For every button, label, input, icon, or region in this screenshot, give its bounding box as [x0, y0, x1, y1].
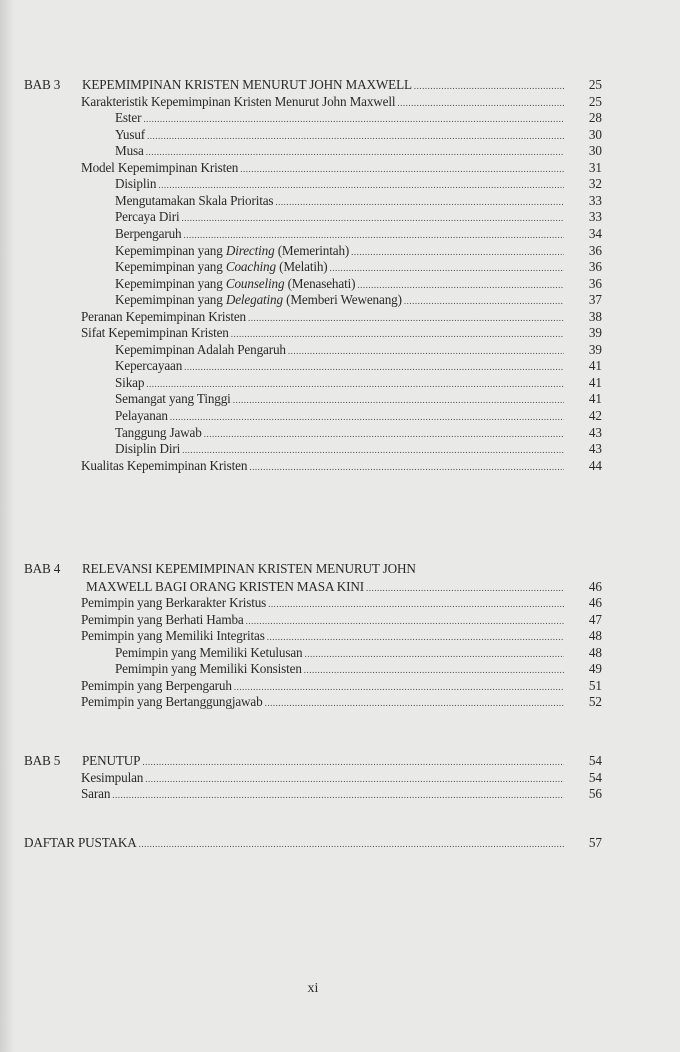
entry-text-suffix: (Menasehati)	[284, 275, 356, 291]
entry-title	[81, 611, 244, 628]
entry-title	[115, 440, 180, 457]
entry-text-prefix: Kepemimpinan yang	[115, 292, 226, 308]
entry-text: Kepemimpinan Adalah Pengaruh	[115, 341, 286, 357]
entry-title	[115, 192, 273, 209]
toc-subsection-entry[interactable]	[115, 208, 566, 225]
entry-text: Pemimpin yang Berpengaruh	[81, 677, 232, 693]
page-number: 48	[588, 628, 602, 644]
entry-text: Saran	[81, 786, 111, 802]
page-number: 34	[588, 225, 602, 241]
toc-subsection-entry[interactable]	[115, 390, 566, 407]
toc-section-entry[interactable]	[81, 93, 566, 110]
entry-title	[81, 769, 143, 786]
entry-text: Kepercayaan	[115, 358, 183, 374]
entry-text: Tanggung Jawab	[115, 424, 202, 440]
entry-title	[115, 142, 144, 159]
page-number: 51	[588, 677, 602, 693]
entry-text: Kualitas Kepemimpinan Kristen	[81, 457, 248, 473]
toc-section-entry[interactable]	[81, 594, 566, 611]
page-number: 25	[588, 93, 602, 109]
entry-title	[81, 693, 263, 710]
entry-text: Ester	[115, 110, 142, 126]
dot-leader	[139, 836, 564, 853]
page-number: 39	[588, 325, 602, 341]
toc-subsection-entry[interactable]	[115, 644, 566, 661]
entry-title	[24, 76, 412, 93]
page-number: 48	[588, 644, 602, 660]
page-edge-shadow	[0, 0, 14, 1052]
entry-title	[81, 457, 247, 474]
page-number: 31	[588, 159, 602, 175]
entry-text: Sikap	[115, 374, 145, 390]
entry-text-italic: Directing	[225, 242, 275, 258]
page-number: 30	[588, 126, 602, 142]
toc-subsection-entry[interactable]	[115, 175, 566, 192]
bibliography-entry[interactable]	[24, 834, 566, 851]
entry-title	[115, 275, 355, 292]
entry-text: Pemimpin yang Memiliki Ketulusan	[115, 644, 303, 660]
page-number: 57	[588, 835, 602, 850]
page-number: 25	[588, 77, 602, 92]
entry-title	[115, 424, 202, 441]
entry-title	[115, 208, 179, 225]
page-number: 46	[588, 578, 602, 594]
page-number: 43	[588, 424, 602, 440]
toc-subsection-entry[interactable]	[115, 424, 566, 441]
entry-title	[115, 390, 231, 407]
entry-title	[81, 308, 246, 325]
page-number: 49	[588, 661, 602, 677]
entry-title	[24, 560, 416, 577]
page-number: 39	[588, 341, 602, 357]
entry-text: Sifat Kepemimpinan Kristen	[81, 325, 229, 341]
page-number: 37	[588, 292, 602, 308]
entry-text-italic: Coaching	[225, 259, 276, 275]
chapter-heading[interactable]	[24, 76, 566, 93]
page-number: 36	[588, 275, 602, 291]
entry-text-suffix: (Memberi Wewenang)	[282, 292, 402, 308]
entry-text: Pemimpin yang Berhati Hamba	[81, 611, 244, 627]
entry-title	[115, 258, 328, 275]
page-number: 36	[588, 242, 602, 258]
toc-subsection-entry[interactable]	[115, 374, 566, 391]
entry-text: Pemimpin yang Memiliki Konsisten	[115, 661, 302, 677]
toc-subsection-entry[interactable]	[115, 242, 566, 259]
chapter-title: PENUTUP	[82, 753, 141, 768]
toc-subsection-entry[interactable]	[115, 126, 566, 143]
toc-subsection-entry[interactable]	[115, 440, 566, 457]
entry-text-italic: Delegating	[225, 292, 283, 308]
entry-text: Semangat yang Tinggi	[115, 391, 231, 407]
toc-subsection-entry[interactable]	[115, 357, 566, 374]
entry-title	[115, 660, 302, 677]
entry-text-suffix: (Melatih)	[275, 259, 328, 275]
entry-title	[115, 291, 402, 308]
entry-title	[81, 627, 265, 644]
entry-title	[115, 175, 156, 192]
toc-section-entry[interactable]	[81, 457, 566, 474]
page-number: 38	[588, 308, 602, 324]
entry-text: Berpengaruh	[115, 225, 182, 241]
entry-title	[115, 225, 181, 242]
toc-subsection-entry[interactable]	[115, 258, 566, 275]
entry-title	[115, 644, 303, 661]
entry-text-suffix: (Memerintah)	[274, 242, 350, 258]
entry-title	[81, 159, 238, 176]
entry-text: Karakteristik Kepemimpinan Kristen Menurut John Maxwell	[81, 93, 396, 109]
page-number: 52	[588, 694, 602, 710]
entry-text: Model Kepemimpinan Kristen	[81, 159, 239, 175]
page-number: 41	[588, 358, 602, 374]
entry-title	[86, 578, 364, 595]
entry-title	[81, 594, 266, 611]
chapter-label: BAB 4	[24, 561, 61, 576]
page-number: 30	[588, 143, 602, 159]
chapter-title: KEPEMIMPINAN KRISTEN MENURUT JOHN MAXWELL	[82, 77, 412, 92]
page-number: 32	[588, 176, 602, 192]
page-number: 42	[588, 408, 602, 423]
entry-title	[24, 834, 137, 851]
entry-text: Peranan Kepemimpinan Kristen	[81, 308, 246, 324]
entry-title	[81, 677, 232, 694]
chapter-title: RELEVANSI KEPEMIMPINAN KRISTEN MENURUT JOHN	[82, 561, 416, 576]
entry-text-italic: Counseling	[225, 275, 285, 291]
page-number: 36	[588, 259, 602, 275]
page-number: 28	[588, 110, 602, 126]
entry-text: Musa	[115, 143, 144, 159]
dot-leader	[112, 787, 564, 804]
entry-title	[24, 752, 140, 769]
entry-title	[115, 126, 145, 143]
page-number: 54	[588, 769, 602, 785]
toc-subsection-entry[interactable]	[115, 192, 566, 209]
page-number: 41	[588, 374, 602, 390]
toc-section-entry[interactable]	[81, 308, 566, 325]
toc-subsection-entry[interactable]	[115, 341, 566, 358]
toc-section-entry[interactable]	[81, 324, 566, 341]
chapter-heading-continued[interactable]	[86, 578, 566, 595]
chapter-label: BAB 5	[24, 753, 61, 768]
entry-text-prefix: Kepemimpinan yang	[115, 242, 226, 258]
toc-section-entry[interactable]	[81, 769, 566, 786]
toc-section-entry[interactable]	[81, 693, 566, 710]
page-number: 56	[588, 786, 602, 802]
page-folio: xi	[307, 981, 319, 996]
entry-text: MAXWELL BAGI ORANG KRISTEN MASA KINI	[86, 578, 364, 594]
entry-text-prefix: Kepemimpinan yang	[115, 259, 226, 275]
toc-subsection-entry[interactable]	[115, 142, 566, 159]
page-number: 47	[588, 611, 602, 627]
toc-subsection-entry[interactable]	[115, 407, 566, 424]
toc-subsection-entry[interactable]	[115, 291, 566, 308]
dot-leader	[265, 695, 564, 712]
entry-text: Disiplin Diri	[115, 441, 181, 457]
entry-title	[81, 785, 110, 802]
page-number: 33	[588, 192, 602, 208]
entry-text: Pemimpin yang Bertanggungjawab	[81, 694, 263, 710]
entry-text: Mengutamakan Skala Prioritas	[115, 192, 274, 208]
entry-title	[115, 242, 349, 259]
entry-title	[115, 357, 182, 374]
chapter-label: BAB 3	[24, 77, 61, 92]
toc-section-entry[interactable]	[81, 785, 566, 802]
toc-section-entry[interactable]	[81, 159, 566, 176]
entry-text: Disiplin	[115, 176, 157, 192]
toc-section-entry[interactable]	[81, 611, 566, 628]
entry-text: Pemimpin yang Berkarakter Kristus	[81, 595, 267, 611]
entry-title	[115, 109, 141, 126]
entry-text: Pelayanan	[115, 408, 168, 423]
entry-text: DAFTAR PUSTAKA	[24, 835, 137, 850]
entry-text: Kesimpulan	[81, 769, 144, 785]
toc-section-entry[interactable]	[81, 627, 566, 644]
chapter-heading[interactable]	[24, 560, 566, 577]
chapter-heading[interactable]	[24, 752, 566, 769]
entry-text: Pemimpin yang Memiliki Integritas	[81, 628, 265, 644]
entry-text: Yusuf	[115, 126, 146, 142]
toc-subsection-entry[interactable]	[115, 109, 566, 126]
page-number: 43	[588, 441, 602, 457]
entry-title	[115, 407, 168, 424]
toc-subsection-entry[interactable]	[115, 660, 566, 677]
entry-text: Percaya Diri	[115, 209, 180, 225]
page-number: 44	[588, 457, 602, 473]
dot-leader	[249, 459, 564, 476]
entry-title	[115, 374, 144, 391]
page-number: 54	[588, 753, 602, 768]
page-number: 41	[588, 391, 602, 407]
entry-text-prefix: Kepemimpinan yang	[115, 275, 226, 291]
entry-title	[115, 341, 286, 358]
entry-title	[81, 324, 229, 341]
page-number: 46	[588, 595, 602, 611]
entry-title	[81, 93, 395, 110]
page-number: 33	[588, 209, 602, 225]
toc-subsection-entry[interactable]	[115, 275, 566, 292]
toc-subsection-entry[interactable]	[115, 225, 566, 242]
toc-section-entry[interactable]	[81, 677, 566, 694]
